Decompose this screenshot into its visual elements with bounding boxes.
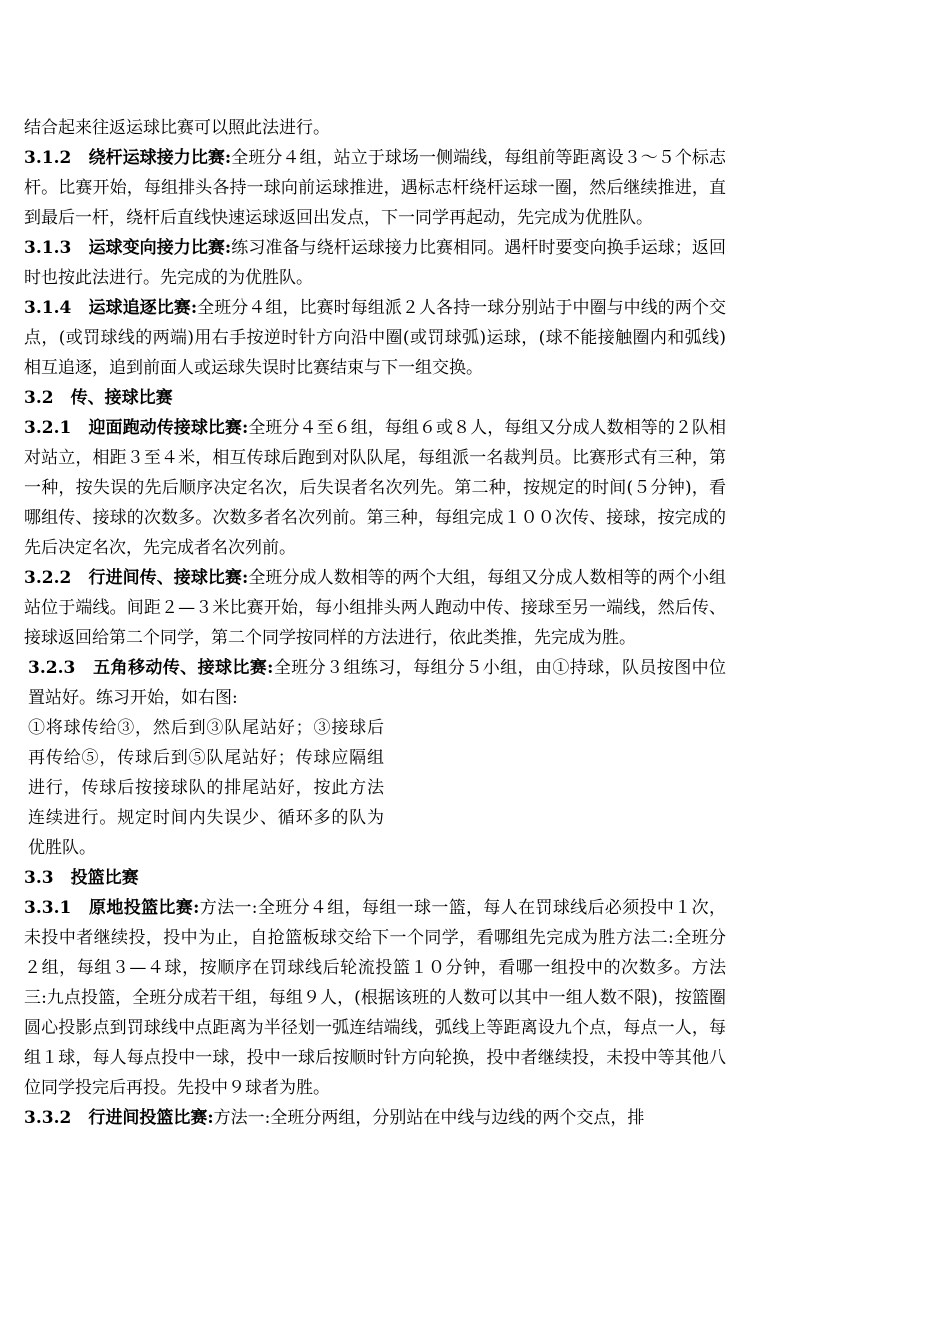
section-heading: 3.3 投篮比赛 (24, 868, 139, 888)
paragraph-text: 全班分成人数相等的两个大组，每组又分成人数相等的两个小组站位于端线。间距２—３米比赛开始，每小组排头两人跑动中传、接球至另一端线，然后传、接球返回给第二个同学，第二个同学按同样的方法进行，依此类推，先完成为胜。 (24, 568, 726, 648)
paragraph-text: 结合起来往返运球比赛可以照此法进行。 (24, 118, 330, 138)
paragraph-3-2-3-detail (24, 713, 384, 863)
paragraph-3-1-4 (24, 293, 726, 383)
paragraph-continuation (24, 113, 726, 143)
heading-3-3 (24, 863, 726, 893)
section-heading: 3.1.4 运球追逐比赛: (24, 298, 198, 318)
paragraph-3-1-2 (24, 143, 726, 233)
paragraph-3-1-3 (24, 233, 726, 293)
heading-3-2 (24, 383, 726, 413)
section-heading: 3.2.3 五角移动传、接球比赛: (28, 658, 274, 678)
section-heading: 3.3.1 原地投篮比赛: (24, 898, 200, 918)
paragraph-text: ①将球传给③，然后到③队尾站好；③接球后再传给⑤，传球后到⑤队尾站好；传球应隔组进行，传球后按接球队的排尾站好，按此方法连续进行。规定时间内失误少、循环多的队为优胜队。 (28, 718, 384, 858)
paragraph-text: 练习准备与绕杆运球接力比赛相同。遇杆时要变向换手运球；返回时也按此法进行。先完成的为优胜队。 (24, 238, 726, 288)
paragraph-3-2-2 (24, 563, 726, 653)
paragraph-text: 方法一:全班分４组，每组一球一篮，每人在罚球线后必须投中１次，未投中者继续投，投中为止，自抢篮板球交给下一个同学，看哪组先完成为胜方法二:全班分２组，每组３—４球，按顺序在罚球线后轮流投篮１０分钟，看哪一组投中的次数多。方法三:九点投篮，全班分成若干组，每组９人，(根据该班的人数可以其中一组人数不限)，按篮圈圆心投影点到罚球线中点距离为半径划一弧连结端线，弧线上等距离设九个点，每点一人，每组１球，每人每点投中一球，投中一球后按顺时针方向轮换，投中者继续投，未投中等其他八位同学投完后再投。先投中９球者为胜。 (24, 898, 726, 1098)
paragraph-text: 全班分４组，比赛时每组派２人各持一球分别站于中圈与中线的两个交点，(或罚球线的两端)用右手按逆时针方向沿中圈(或罚球弧)运球，(球不能接触圈内和弧线)相互追逐，追到前面人或运球失误时比赛结束与下一组交换。 (24, 298, 726, 378)
section-heading: 3.2 传、接球比赛 (24, 388, 173, 408)
paragraph-text: 全班分４组，站立于球场一侧端线，每组前等距离设３～５个标志杆。比赛开始，每组排头各持一球向前运球推进，遇标志杆绕杆运球一圈，然后继续推进，直到最后一杆，绕杆后直线快速运球返回出发点，下一同学再起动，先完成为优胜队。 (24, 148, 726, 228)
paragraph-3-2-1 (24, 413, 726, 563)
section-heading: 3.2.2 行进间传、接球比赛: (24, 568, 249, 588)
section-heading: 3.2.1 迎面跑动传接球比赛: (24, 418, 249, 438)
paragraph-3-2-3 (24, 653, 726, 713)
section-heading: 3.1.3 运球变向接力比赛: (24, 238, 232, 258)
section-heading: 3.1.2 绕杆运球接力比赛: (24, 148, 232, 168)
paragraph-text: 全班分３组练习，每组分５小组，由①持球，队员按图中位置站好。练习开始，如右图: (28, 658, 726, 708)
paragraph-text: 全班分４至６组，每组６或８人，每组又分成人数相等的２队相对站立，相距３至４米，相互传球后跑到对队队尾，每组派一名裁判员。比赛形式有三种，第一种，按失误的先后顺序决定名次，后失误者名次列先。第二种，按规定的时间(５分钟)，看哪组传、接球的次数多。次数多者名次列前。第三种，每组完成１００次传、接球，按完成的先后决定名次，先完成者名次列前。 (24, 418, 726, 558)
paragraph-3-3-2 (24, 1103, 726, 1133)
section-heading: 3.3.2 行进间投篮比赛: (24, 1108, 214, 1128)
document-body (24, 113, 726, 1133)
paragraph-text: 方法一:全班分两组，分别站在中线与边线的两个交点，排 (213, 1108, 645, 1128)
paragraph-3-3-1 (24, 893, 726, 1103)
